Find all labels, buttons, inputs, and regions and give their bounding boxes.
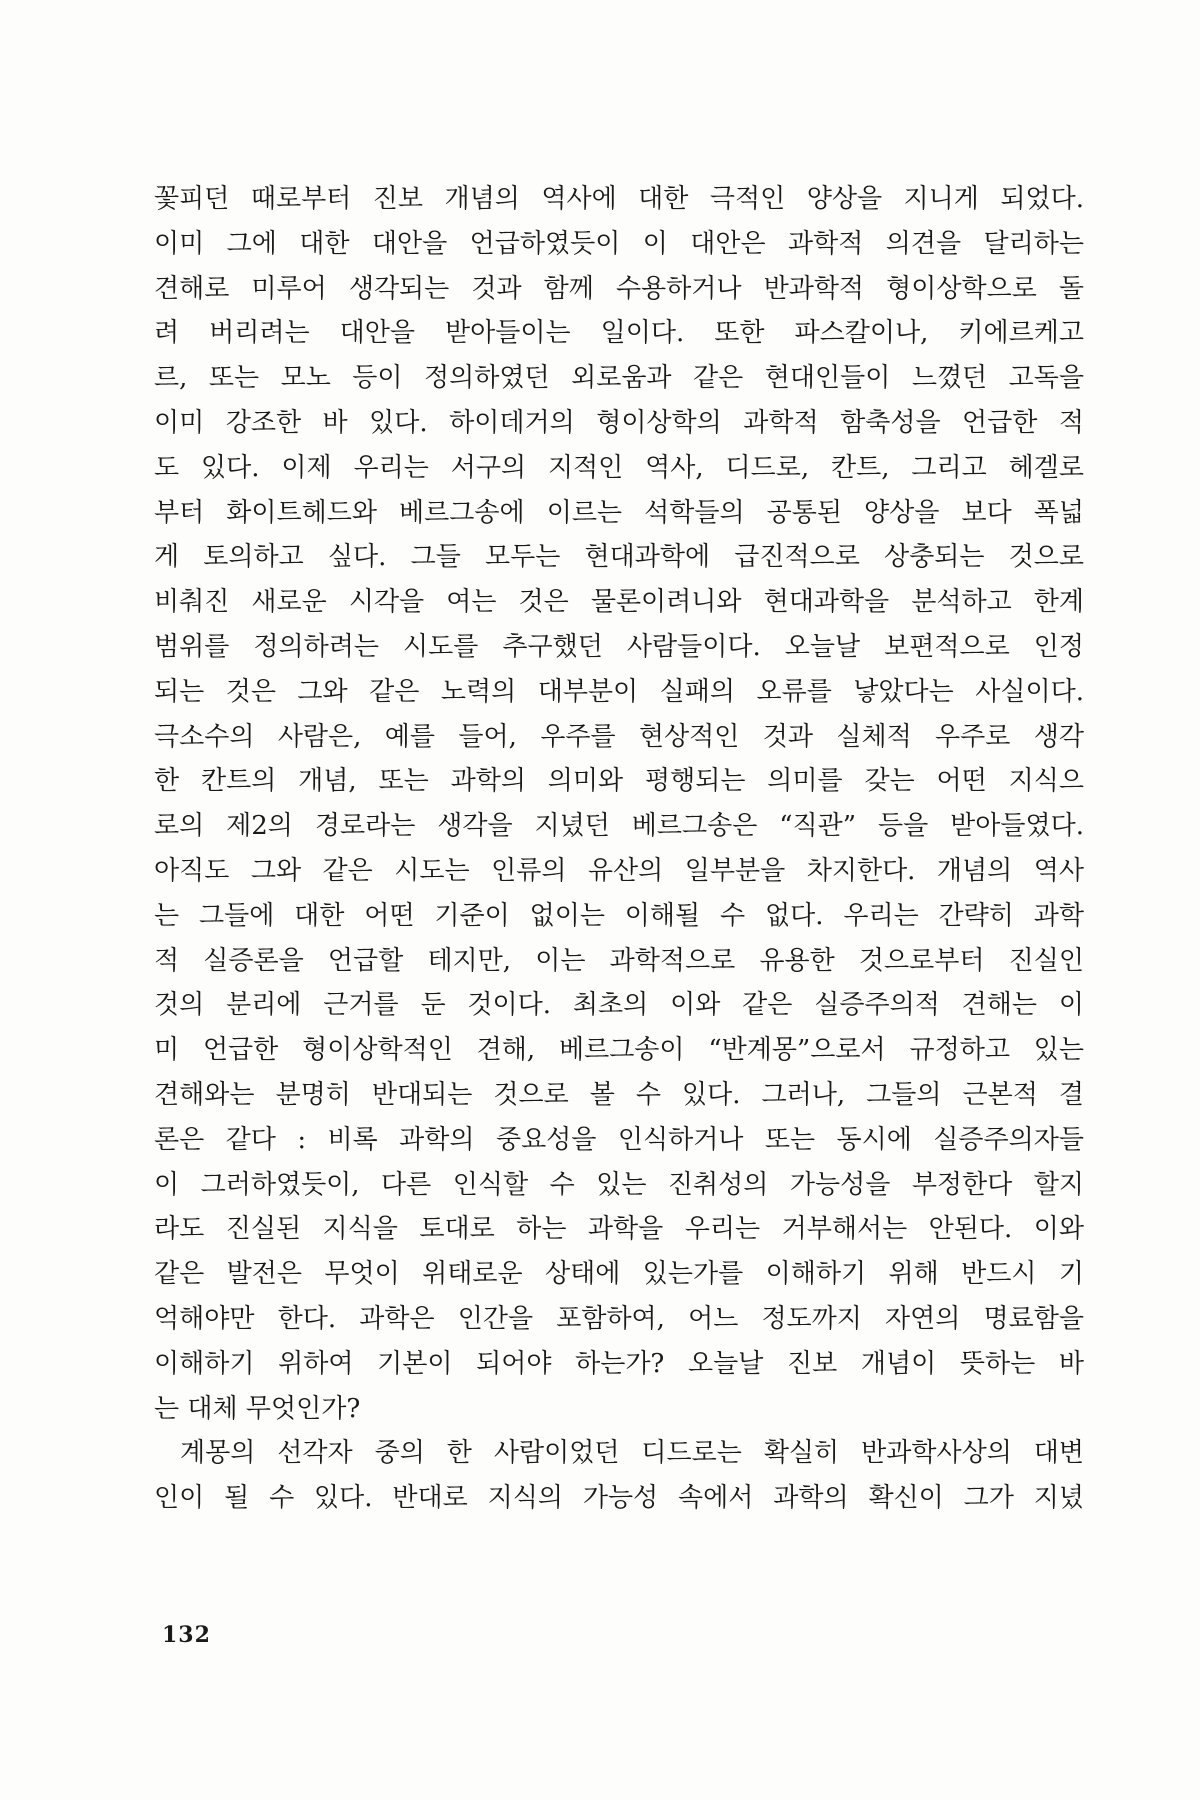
text-line: 려 버리려는 대안을 받아들이는 일이다. 또한 파스칼이나, 키에르케고 [154,318,1084,349]
text-line: 인이 될 수 있다. 반대로 지식의 가능성 속에서 과학의 확신이 그가 지녔 [154,1483,1084,1514]
text-line: 도 있다. 이제 우리는 서구의 지적인 역사, 디드로, 칸트, 그리고 헤겔로 [154,452,1084,483]
text-line: 극소수의 사람은, 예를 들어, 우주를 현상적인 것과 실체적 우주로 생각 [154,721,1084,752]
text-line: 로의 제2의 경로라는 생각을 지녔던 베르그송은 “직관” 등을 받아들였다. [154,811,1084,842]
page-number: 132 [162,1622,211,1648]
text-line: 것의 분리에 근거를 둔 것이다. 최초의 이와 같은 실증주의적 견해는 이 [154,990,1084,1021]
text-line: 범위를 정의하려는 시도를 추구했던 사람들이다. 오늘날 보편적으로 인정 [154,631,1084,662]
text-line: 미 언급한 형이상학적인 견해, 베르그송이 “반계몽”으로서 규정하고 있는 [154,1035,1084,1066]
text-line: 르, 또는 모노 등이 정의하였던 외로움과 같은 현대인들이 느꼈던 고독을 [154,363,1084,394]
text-line: 론은 같다 : 비록 과학의 중요성을 인식하거나 또는 동시에 실증주의자들 [154,1124,1084,1155]
text-line: 이해하기 위하여 기본이 되어야 하는가? 오늘날 진보 개념이 뜻하는 바 [154,1348,1084,1379]
text-line: 이미 강조한 바 있다. 하이데거의 형이상학의 과학적 함축성을 언급한 적 [154,407,1084,438]
text-line: 비춰진 새로운 시각을 여는 것은 물론이려니와 현대과학을 분석하고 한계 [154,587,1084,618]
body-text [154,177,1084,1521]
text-line: 는 대체 무엇인가? [154,1393,361,1424]
text-line: 라도 진실된 지식을 토대로 하는 과학을 우리는 거부해서는 안된다. 이와 [154,1214,1084,1245]
text-line: 억해야만 한다. 과학은 인간을 포함하여, 어느 정도까지 자연의 명료함을 [154,1303,1084,1334]
text-line: 게 토의하고 싶다. 그들 모두는 현대과학에 급진적으로 상충되는 것으로 [154,542,1084,573]
text-line: 견해와는 분명히 반대되는 것으로 볼 수 있다. 그러나, 그들의 근본적 결 [154,1079,1084,1110]
text-line: 꽃피던 때로부터 진보 개념의 역사에 대한 극적인 양상을 지니게 되었다. [154,184,1084,214]
text-line: 적 실증론을 언급할 테지만, 이는 과학적으로 유용한 것으로부터 진실인 [154,945,1084,976]
text-line: 부터 화이트헤드와 베르그송에 이르는 석학들의 공통된 양상을 보다 폭넓 [154,497,1084,528]
text-line: 같은 발전은 무엇이 위태로운 상태에 있는가를 이해하기 위해 반드시 기 [154,1259,1084,1290]
text-line: 계몽의 선각자 중의 한 사람이었던 디드로는 확실히 반과학사상의 대변 [180,1438,1084,1469]
text-line: 는 그들에 대한 어떤 기준이 없이는 이해될 수 없다. 우리는 간략히 과학 [154,900,1084,931]
text-line: 이 그러하였듯이, 다른 인식할 수 있는 진취성의 가능성을 부정한다 할지 [154,1169,1084,1200]
text-line: 이미 그에 대한 대안을 언급하였듯이 이 대안은 과학적 의견을 달리하는 [154,228,1084,259]
text-line: 한 칸트의 개념, 또는 과학의 의미와 평행되는 의미를 갖는 어떤 지식으 [154,766,1084,797]
text-line: 되는 것은 그와 같은 노력의 대부분이 실패의 오류를 낳았다는 사실이다. [154,676,1084,707]
text-line: 견해로 미루어 생각되는 것과 함께 수용하거나 반과학적 형이상학으로 돌 [154,273,1084,304]
text-line: 아직도 그와 같은 시도는 인류의 유산의 일부분을 차지한다. 개념의 역사 [154,855,1084,886]
